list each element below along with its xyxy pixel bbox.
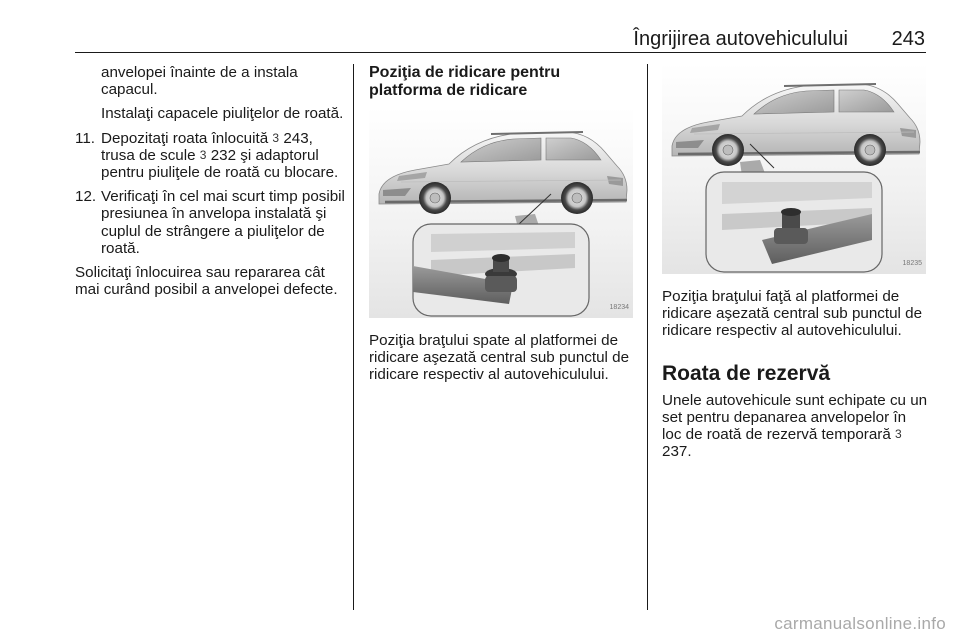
column-divider-left <box>353 64 354 610</box>
page-number: 243 <box>891 28 925 50</box>
xref-arrow-icon: 3 <box>272 130 280 145</box>
item-text: Depozitaţi roata înlocuită <box>101 129 273 147</box>
item-text: Verificaţi în cel mai scurt timp posibil presiunea în anvelopa instalată şi cuplul de strângere a piuliţelor de roată. <box>101 188 345 257</box>
section-title: Roata de rezervă <box>662 361 831 385</box>
list-number: 12. <box>75 188 97 206</box>
figure-caption: Poziţia braţului faţă al platformei de ridicare aşezată central sub punctul de ridicare respectiv al autovehiculului. <box>662 288 923 340</box>
page-ref-link[interactable]: 232 <box>210 146 237 164</box>
item-text: şi adaptorul pentru piuliţele de roată cu blocare. <box>101 146 339 182</box>
car-rear-lift-illustration <box>369 108 633 318</box>
spare-wheel-text: Unele autovehicule sunt echipate cu un set pentru depanarea anvelopelor în loc de roată de rezervă temporară 3 237. <box>662 391 928 461</box>
item-text: trusa de scule <box>101 146 200 164</box>
column-divider-right <box>647 64 648 610</box>
column-middle <box>369 64 635 384</box>
watermark: carmanualsonline.info <box>774 614 946 633</box>
continuation-text: anvelopei înainte de a instala capacul. <box>101 64 298 99</box>
list-item-12 <box>75 188 347 257</box>
section-heading: Poziţia de ridicare pentru platforma de ridicare <box>369 64 561 99</box>
column-right <box>662 64 928 460</box>
list-number: 11. <box>75 129 95 147</box>
page-header <box>75 28 926 53</box>
car-front-lift-illustration <box>662 64 926 274</box>
list-item-11 <box>75 130 347 182</box>
page-ref-link[interactable]: 243, <box>283 129 313 147</box>
chapter-title: Îngrijirea autovehiculului <box>633 28 848 50</box>
figure-id: 18235 <box>902 259 922 267</box>
xref-arrow-icon: 3 <box>895 427 902 442</box>
figure-caption: Poziţia braţului spate al platformei de ridicare aşezată central sub punctul de ridicare respectiv al autovehiculului. <box>369 332 630 384</box>
repair-request-text: Solicitaţi înlocuirea sau repararea cât mai curând posibil a anvelopei defecte. <box>75 264 338 299</box>
figure-front-lift-point <box>662 64 926 274</box>
xref-arrow-icon: 3 <box>199 147 207 162</box>
figure-rear-lift-point <box>369 108 633 318</box>
install-caps-text: Instalaţi capacele piuliţelor de roată. <box>101 105 344 123</box>
page-ref-link[interactable]: 237. <box>662 443 692 461</box>
figure-id: 18234 <box>609 303 629 311</box>
column-left <box>75 64 347 298</box>
